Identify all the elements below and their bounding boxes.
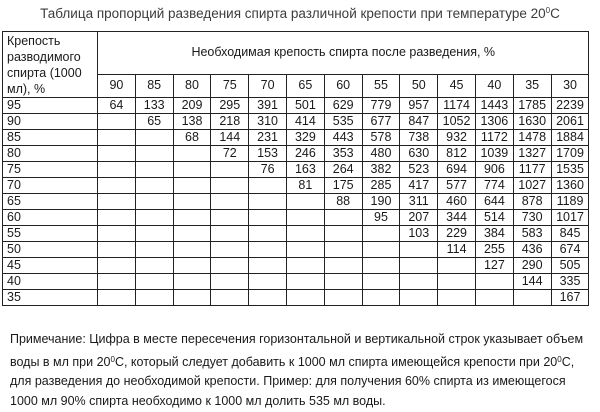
table-cell: 65 — [135, 114, 173, 130]
table-cell: 218 — [211, 114, 249, 130]
table-cell — [438, 258, 476, 274]
footnote-part-1: Примечание: Цифра в месте пересечения горизонтальной и вертикальной строк указывает объем воды в мл при 20 — [10, 332, 584, 369]
table-cell — [135, 290, 173, 306]
column-percent-45: 45 — [438, 74, 476, 97]
table-cell — [173, 162, 211, 178]
table-cell: 88 — [324, 194, 362, 210]
table-row — [3, 162, 589, 178]
table-cell — [249, 178, 287, 194]
column-percent-30: 30 — [551, 74, 589, 97]
table-cell — [249, 290, 287, 306]
row-label: 55 — [3, 226, 98, 242]
table-cell: 730 — [513, 210, 551, 226]
table-cell: 1478 — [513, 130, 551, 146]
table-cell: 1884 — [551, 130, 589, 146]
table-cell: 523 — [400, 162, 438, 178]
table-cell: 2239 — [551, 98, 589, 114]
title-text: Таблица пропорций разведения спирта различной крепости при температуре 20 — [40, 6, 546, 21]
table-cell — [173, 210, 211, 226]
table-row — [3, 178, 589, 194]
table-cell: 443 — [324, 130, 362, 146]
table-cell: 417 — [400, 178, 438, 194]
table-cell — [173, 146, 211, 162]
table-cell — [98, 178, 136, 194]
table-cell — [286, 258, 324, 274]
table-cell — [362, 226, 400, 242]
table-cell: 72 — [211, 146, 249, 162]
table-cell — [98, 146, 136, 162]
dilution-table — [2, 31, 589, 306]
column-percent-55: 55 — [362, 74, 400, 97]
table-cell — [249, 242, 287, 258]
row-label: 50 — [3, 242, 98, 258]
row-label: 75 — [3, 162, 98, 178]
table-row — [3, 146, 589, 162]
table-row — [3, 194, 589, 210]
table-cell — [98, 210, 136, 226]
table-cell — [362, 258, 400, 274]
table-cell: 480 — [362, 146, 400, 162]
table-cell: 1189 — [551, 194, 589, 210]
table-cell: 514 — [475, 210, 513, 226]
table-cell: 1630 — [513, 114, 551, 130]
header-row — [3, 32, 589, 75]
table-cell — [98, 226, 136, 242]
table-cell — [173, 242, 211, 258]
table-cell — [324, 226, 362, 242]
column-percent-40: 40 — [475, 74, 513, 97]
table-cell: 329 — [286, 130, 324, 146]
table-row — [3, 226, 589, 242]
table-cell: 812 — [438, 146, 476, 162]
table-cell — [438, 274, 476, 290]
table-cell: 335 — [551, 274, 589, 290]
table-cell — [249, 226, 287, 242]
table-cell: 674 — [551, 242, 589, 258]
table-cell — [438, 290, 476, 306]
table-cell: 255 — [475, 242, 513, 258]
table-cell: 677 — [362, 114, 400, 130]
table-cell: 1443 — [475, 98, 513, 114]
table-cell: 630 — [400, 146, 438, 162]
row-label: 80 — [3, 146, 98, 162]
table-cell — [173, 258, 211, 274]
table-cell — [98, 130, 136, 146]
table-cell: 311 — [400, 194, 438, 210]
table-cell: 460 — [438, 194, 476, 210]
table-cell: 1306 — [475, 114, 513, 130]
table-cell: 144 — [211, 130, 249, 146]
column-percent-60: 60 — [324, 74, 362, 97]
table-cell: 1327 — [513, 146, 551, 162]
table-cell — [286, 290, 324, 306]
table-row — [3, 130, 589, 146]
table-cell: 246 — [286, 146, 324, 162]
table-cell: 310 — [249, 114, 287, 130]
table-cell — [173, 194, 211, 210]
table-cell: 774 — [475, 178, 513, 194]
table-cell — [324, 290, 362, 306]
table-cell: 190 — [362, 194, 400, 210]
table-cell — [211, 274, 249, 290]
table-cell — [211, 242, 249, 258]
table-cell: 932 — [438, 130, 476, 146]
table-cell — [324, 258, 362, 274]
table-cell: 629 — [324, 98, 362, 114]
table-cell — [98, 114, 136, 130]
footnote-text — [10, 330, 596, 411]
table-cell: 175 — [324, 178, 362, 194]
table-cell — [475, 290, 513, 306]
table-cell — [135, 274, 173, 290]
table-cell: 144 — [513, 274, 551, 290]
table-cell: 578 — [362, 130, 400, 146]
table-cell — [173, 290, 211, 306]
table-cell: 1535 — [551, 162, 589, 178]
table-cell: 207 — [400, 210, 438, 226]
column-percent-90: 90 — [98, 74, 136, 97]
table-cell — [135, 258, 173, 274]
table-cell: 209 — [173, 98, 211, 114]
row-label: 40 — [3, 274, 98, 290]
footnote-degree-sup-1: 0 — [110, 354, 115, 364]
table-cell — [173, 178, 211, 194]
table-cell — [135, 242, 173, 258]
table-cell — [400, 290, 438, 306]
table-cell: 2061 — [551, 114, 589, 130]
table-cell — [513, 290, 551, 306]
table-cell: 264 — [324, 162, 362, 178]
table-row — [3, 274, 589, 290]
row-label: 35 — [3, 290, 98, 306]
table-cell — [135, 194, 173, 210]
table-cell — [135, 130, 173, 146]
column-percent-75: 75 — [211, 74, 249, 97]
table-cell: 344 — [438, 210, 476, 226]
row-label: 60 — [3, 210, 98, 226]
table-cell — [211, 210, 249, 226]
table-cell: 167 — [551, 290, 589, 306]
table-cell: 391 — [249, 98, 287, 114]
table-cell: 1027 — [513, 178, 551, 194]
table-cell: 1360 — [551, 178, 589, 194]
column-percent-80: 80 — [173, 74, 211, 97]
table-cell — [211, 258, 249, 274]
row-label: 85 — [3, 130, 98, 146]
table-cell: 133 — [135, 98, 173, 114]
table-cell: 64 — [98, 98, 136, 114]
table-cell — [475, 274, 513, 290]
table-cell: 229 — [438, 226, 476, 242]
table-row — [3, 290, 589, 306]
table-cell: 382 — [362, 162, 400, 178]
table-cell — [400, 242, 438, 258]
table-cell: 779 — [362, 98, 400, 114]
table-cell — [400, 274, 438, 290]
row-label: 65 — [3, 194, 98, 210]
table-cell — [98, 290, 136, 306]
table-cell — [211, 162, 249, 178]
table-cell: 231 — [249, 130, 287, 146]
row-header-cell: Крепость разводимого спирта (1000 мл), % — [3, 32, 98, 98]
table-cell: 290 — [513, 258, 551, 274]
table-cell: 295 — [211, 98, 249, 114]
table-cell — [400, 258, 438, 274]
footnote-degree-sup-2: 0 — [557, 354, 562, 364]
table-cell: 103 — [400, 226, 438, 242]
row-label: 95 — [3, 98, 98, 114]
table-cell: 535 — [324, 114, 362, 130]
row-label: 45 — [3, 258, 98, 274]
table-cell — [98, 194, 136, 210]
table-row — [3, 258, 589, 274]
table-cell — [362, 290, 400, 306]
table-cell: 878 — [513, 194, 551, 210]
table-cell: 353 — [324, 146, 362, 162]
table-cell: 577 — [438, 178, 476, 194]
page-title — [0, 0, 600, 24]
table-cell — [362, 242, 400, 258]
table-cell — [173, 274, 211, 290]
table-cell — [135, 210, 173, 226]
table-cell — [135, 226, 173, 242]
table-cell: 127 — [475, 258, 513, 274]
table-cell — [135, 162, 173, 178]
footnote — [10, 330, 596, 411]
table-cell — [362, 274, 400, 290]
table-row — [3, 210, 589, 226]
table-cell — [324, 210, 362, 226]
table-cell: 501 — [286, 98, 324, 114]
table-cell: 138 — [173, 114, 211, 130]
table-cell: 76 — [249, 162, 287, 178]
table-cell: 95 — [362, 210, 400, 226]
table-cell: 384 — [475, 226, 513, 242]
table-cell — [286, 274, 324, 290]
table-cell — [249, 194, 287, 210]
table-cell — [286, 242, 324, 258]
table-cell — [98, 258, 136, 274]
table-cell: 644 — [475, 194, 513, 210]
table-row — [3, 242, 589, 258]
table-cell: 583 — [513, 226, 551, 242]
table-cell: 847 — [400, 114, 438, 130]
footnote-part-3: С, для разведения до необходимой крепости. Пример: для получения 60% спирта из имеющегося 1000 мл 90% спирта необходимо к 1000 мл долить 535 мл воды. — [10, 354, 575, 408]
table-cell — [249, 274, 287, 290]
column-percent-50: 50 — [400, 74, 438, 97]
table-cell — [286, 226, 324, 242]
title-degree-sup: 0 — [545, 6, 551, 15]
table-cell — [249, 210, 287, 226]
table-cell: 153 — [249, 146, 287, 162]
table-cell — [173, 226, 211, 242]
table-cell — [98, 242, 136, 258]
title-unit: С — [550, 6, 560, 21]
table-cell — [135, 146, 173, 162]
column-percent-35: 35 — [513, 74, 551, 97]
table-cell: 1052 — [438, 114, 476, 130]
table-cell: 906 — [475, 162, 513, 178]
table-cell: 738 — [400, 130, 438, 146]
table-cell: 436 — [513, 242, 551, 258]
table-row — [3, 98, 589, 114]
table-cell: 845 — [551, 226, 589, 242]
table-cell: 1039 — [475, 146, 513, 162]
table-cell: 1785 — [513, 98, 551, 114]
table-cell — [286, 194, 324, 210]
table-cell: 163 — [286, 162, 324, 178]
column-percent-85: 85 — [135, 74, 173, 97]
table-cell: 414 — [286, 114, 324, 130]
table-cell — [211, 194, 249, 210]
row-label: 70 — [3, 178, 98, 194]
table-cell — [324, 274, 362, 290]
table-cell: 957 — [400, 98, 438, 114]
table-cell — [135, 178, 173, 194]
table-body — [3, 32, 589, 306]
table-cell: 505 — [551, 258, 589, 274]
table-cell: 694 — [438, 162, 476, 178]
table-cell — [286, 210, 324, 226]
table-cell — [249, 258, 287, 274]
column-percent-65: 65 — [286, 74, 324, 97]
table-row — [3, 114, 589, 130]
table-cell — [98, 274, 136, 290]
table-cell: 1709 — [551, 146, 589, 162]
footnote-part-2: С, который следует добавить к 1000 мл спирта имеющейся крепости при 20 — [114, 354, 558, 369]
table-cell: 1017 — [551, 210, 589, 226]
table-cell — [211, 178, 249, 194]
table-cell: 114 — [438, 242, 476, 258]
table-cell: 1172 — [475, 130, 513, 146]
table-cell: 68 — [173, 130, 211, 146]
table-cell — [324, 242, 362, 258]
column-header-cell: Необходимая крепость спирта после разведения, % — [98, 32, 589, 75]
table-cell: 81 — [286, 178, 324, 194]
table-cell — [98, 162, 136, 178]
table-cell: 285 — [362, 178, 400, 194]
table-cell: 1174 — [438, 98, 476, 114]
table-cell — [211, 226, 249, 242]
table-cell: 1177 — [513, 162, 551, 178]
column-percent-70: 70 — [249, 74, 287, 97]
table-cell — [211, 290, 249, 306]
row-label: 90 — [3, 114, 98, 130]
